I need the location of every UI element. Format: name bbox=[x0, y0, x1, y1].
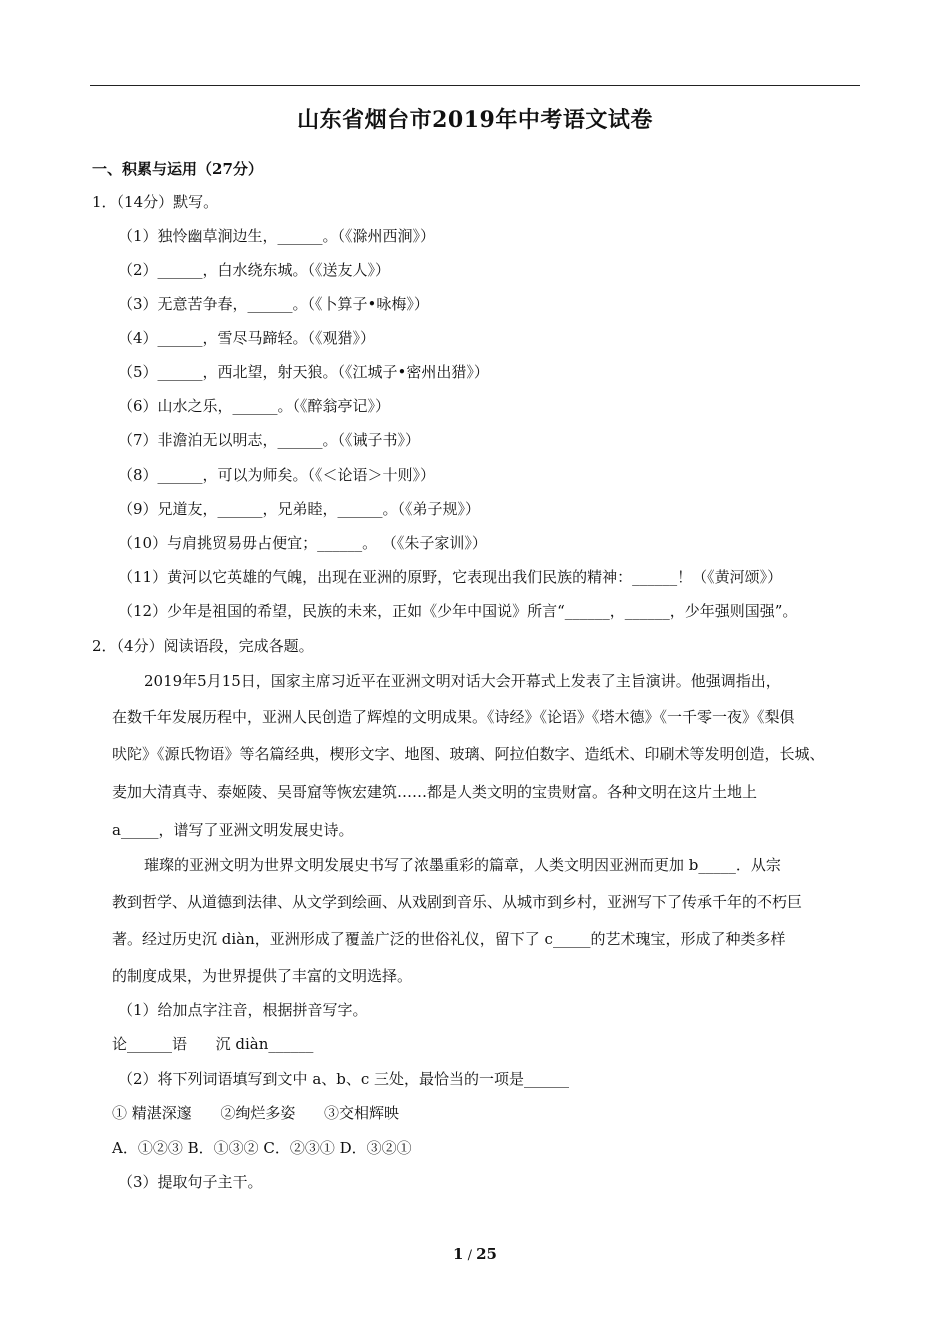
q1-item-3: （3）无意苦争春，______。（《卜算子•咏梅》） bbox=[118, 295, 429, 313]
page-total: 25 bbox=[476, 1245, 497, 1263]
q1-item-7: （7）非澹泊无以明志，______。（《诫子书》） bbox=[118, 431, 421, 449]
page-number bbox=[0, 1245, 950, 1263]
q1-item-5: （5）______，西北望，射天狼。（《江城子•密州出猎》） bbox=[118, 363, 489, 381]
q2-sub2-words: ① 精湛深邃 ②绚烂多姿 ③交相辉映 bbox=[112, 1104, 399, 1122]
q2-para2-line-4: 的制度成果，为世界提供了丰富的文明选择。 bbox=[112, 967, 413, 985]
page-separator: / bbox=[463, 1248, 477, 1263]
header-rule bbox=[90, 85, 860, 86]
q2-sub2: （2）将下列词语填写到文中 a、b、c 三处，最恰当的一项是______ bbox=[118, 1070, 570, 1088]
q1-item-8: （8）______，可以为师矣。（《＜论语＞十则》） bbox=[118, 466, 436, 484]
q2-para1-line-4: 麦加大清真寺、泰姬陵、吴哥窟等恢宏建筑……都是人类文明的宝贵财富。各种文明在这片土地上 bbox=[112, 783, 758, 801]
q2-para2-line-1: 璀璨的亚洲文明为世界文明发展史书写了浓墨重彩的篇章，人类文明因亚洲而更加 b_____．从宗 bbox=[144, 856, 781, 874]
q2-para2-line-3: 著。经过历史沉 diàn，亚洲形成了覆盖广泛的世俗礼仪，留下了 c_____的艺术瑰宝，形成了种类多样 bbox=[112, 930, 786, 948]
q2-sub1-answer: 论______语 沉 diàn______ bbox=[112, 1035, 314, 1053]
question-1-header: 1．（14分）默写。 bbox=[92, 193, 219, 211]
q1-item-12: （12）少年是祖国的希望，民族的未来，正如《少年中国说》所言“______，______，少年强则国强”。 bbox=[118, 602, 798, 620]
page-current: 1 bbox=[453, 1245, 464, 1263]
q2-para1-line-5: a_____，谱写了亚洲文明发展史诗。 bbox=[112, 821, 354, 839]
q2-para1-line-2: 在数千年发展历程中，亚洲人民创造了辉煌的文明成果。《诗经》《论语》《塔木德》《一千零一夜》《梨俱 bbox=[112, 708, 795, 726]
q2-sub2-options: A．①②③ B．①③② C．②③① D．③②① bbox=[112, 1139, 412, 1157]
q1-item-2: （2）______，白水绕东城。（《送友人》） bbox=[118, 261, 391, 279]
q2-para1-line-3: 吠陀》《源氏物语》等名篇经典，楔形文字、地图、玻璃、阿拉伯数字、造纸术、印刷术等发明创造，长城、 bbox=[112, 745, 825, 763]
q2-para2-line-2: 教到哲学、从道德到法律、从文学到绘画、从戏剧到音乐、从城市到乡村，亚洲写下了传承千年的不朽巨 bbox=[112, 893, 803, 911]
section-heading: 一、积累与运用（27分） bbox=[92, 160, 263, 178]
page-title: 山东省烟台市2019年中考语文试卷 bbox=[297, 107, 653, 133]
question-2-header: 2．（4分）阅读语段，完成各题。 bbox=[92, 637, 314, 655]
q2-sub3: （3）提取句子主干。 bbox=[118, 1173, 263, 1191]
q1-item-6: （6）山水之乐，______。（《醉翁亭记》） bbox=[118, 397, 391, 415]
q1-item-10: （10）与肩挑贸易毋占便宜；______。 （《朱子家训》） bbox=[118, 534, 487, 552]
q2-para1-line-1: 2019年5月15日，国家主席习近平在亚洲文明对话大会开幕式上发表了主旨演讲。他强调指出， bbox=[144, 672, 781, 690]
q1-item-1: （1）独怜幽草涧边生，______。（《滁州西涧》） bbox=[118, 227, 436, 245]
q1-item-9: （9）兄道友，______，兄弟睦，______。（《弟子规》） bbox=[118, 500, 481, 518]
q1-item-4: （4）______，雪尽马蹄轻。（《观猎》） bbox=[118, 329, 376, 347]
q1-item-11: （11）黄河以它英雄的气魄，出现在亚洲的原野，它表现出我们民族的精神：______！（《黄河颂》） bbox=[118, 568, 783, 586]
q2-sub1: （1）给加点字注音，根据拼音写字。 bbox=[118, 1001, 368, 1019]
